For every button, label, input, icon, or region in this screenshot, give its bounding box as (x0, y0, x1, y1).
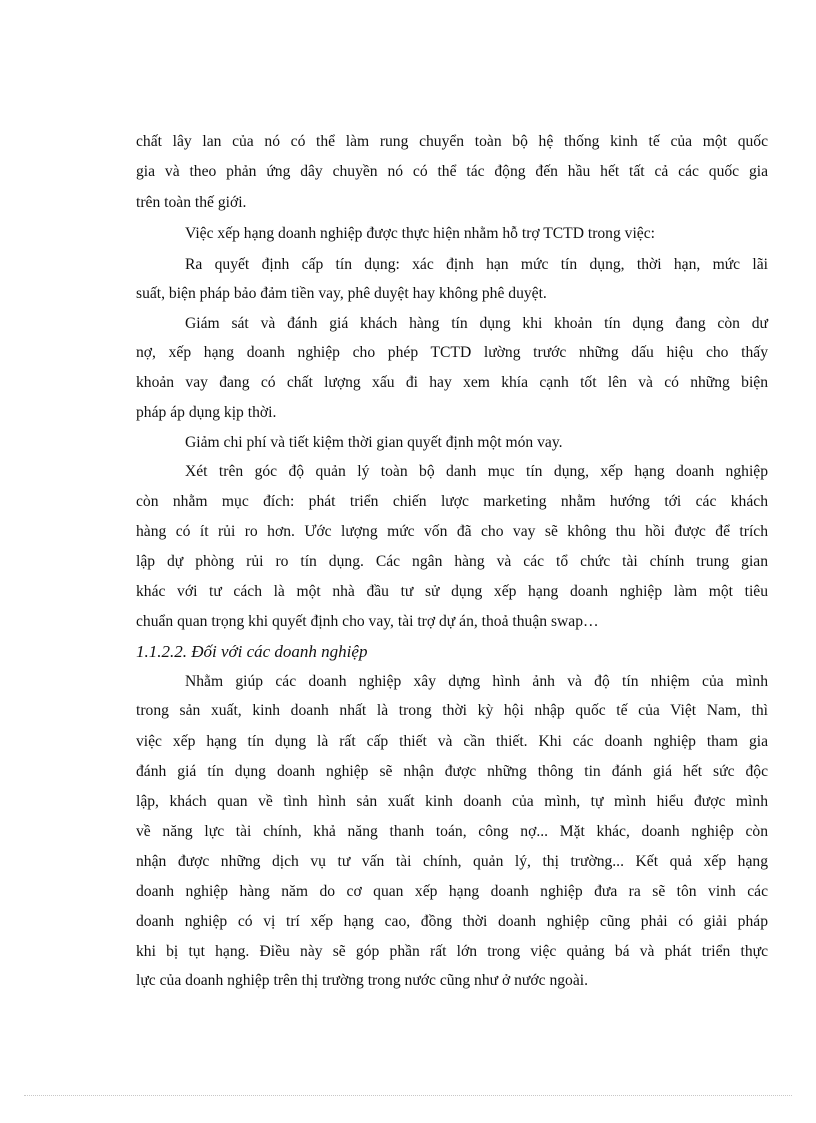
body-line: nợ, xếp hạng doanh nghiệp cho phép TCTD lường trước những dấu hiệu cho thấy (136, 344, 768, 361)
body-line: đánh giá tín dụng doanh nghiệp sẽ nhận được những thông tin đánh giá hết sức độc (136, 763, 768, 780)
body-line: về năng lực tài chính, khả năng thanh toán, công nợ... Mặt khác, doanh nghiệp còn (136, 823, 768, 840)
body-line: lập, khách quan về tình hình sản xuất kinh doanh của mình, tự mình hiểu được mình (136, 793, 768, 810)
body-line: nhận được những dịch vụ tư vấn tài chính, quản lý, thị trường... Kết quả xếp hạng (136, 853, 768, 870)
body-line: còn nhằm mục đích: phát triển chiến lược marketing nhằm hướng tới các khách (136, 493, 768, 510)
body-line: Nhằm giúp các doanh nghiệp xây dựng hình ảnh và độ tín nhiệm của mình (185, 673, 768, 690)
section-heading: 1.1.2.2. Đối với các doanh nghiệp (136, 642, 368, 661)
page-footer-rule (24, 1095, 792, 1096)
body-line: Xét trên góc độ quản lý toàn bộ danh mục tín dụng, xếp hạng doanh nghiệp (185, 463, 768, 480)
body-line: khoản vay đang có chất lượng xấu đi hay xem khía cạnh tốt lên và có những biện (136, 374, 768, 391)
body-line: lập dự phòng rủi ro tín dụng. Các ngân hàng và các tổ chức tài chính trung gian (136, 553, 768, 570)
body-line: Việc xếp hạng doanh nghiệp được thực hiện nhằm hỗ trợ TCTD trong việc: (185, 225, 655, 242)
body-line: việc xếp hạng tín dụng là rất cấp thiết và cần thiết. Khi các doanh nghiệp tham gia (136, 733, 768, 750)
body-line: pháp áp dụng kịp thời. (136, 404, 277, 421)
body-line: chuẩn quan trọng khi quyết định cho vay, tài trợ dự án, thoả thuận swap… (136, 613, 599, 630)
body-line: suất, biện pháp bảo đảm tiền vay, phê duyệt hay không phê duyệt. (136, 285, 547, 302)
body-line: khi bị tụt hạng. Điều này sẽ góp phần rất lớn trong việc quảng bá và phát triển thực (136, 943, 768, 960)
body-line: trong sản xuất, kinh doanh nhất là trong thời kỳ hội nhập quốc tế của Việt Nam, thì (136, 702, 768, 719)
body-line: doanh nghiệp hàng năm do cơ quan xếp hạng doanh nghiệp đưa ra sẽ tôn vinh các (136, 883, 768, 900)
body-line: hàng có ít rủi ro hơn. Ước lượng mức vốn đã cho vay sẽ không thu hồi được để trích (136, 523, 768, 540)
body-line: Giám sát và đánh giá khách hàng tín dụng khi khoản tín dụng đang còn dư (185, 315, 768, 332)
body-line: chất lây lan của nó có thể làm rung chuyển toàn bộ hệ thống kinh tế của một quốc (136, 133, 768, 150)
body-line: trên toàn thế giới. (136, 194, 247, 211)
body-line: Giảm chi phí và tiết kiệm thời gian quyết định một món vay. (185, 434, 563, 451)
body-line: Ra quyết định cấp tín dụng: xác định hạn mức tín dụng, thời hạn, mức lãi (185, 256, 768, 273)
body-line: lực của doanh nghiệp trên thị trường trong nước cũng như ở nước ngoài. (136, 972, 588, 989)
body-line: gia và theo phản ứng dây chuyền nó có thể tác động đến hầu hết tất cả các quốc gia (136, 163, 768, 180)
body-line: doanh nghiệp có vị trí xếp hạng cao, đồng thời doanh nghiệp cũng phải có giải pháp (136, 913, 768, 930)
body-line: khác với tư cách là một nhà đầu tư sử dụng xếp hạng doanh nghiệp làm một tiêu (136, 583, 768, 600)
